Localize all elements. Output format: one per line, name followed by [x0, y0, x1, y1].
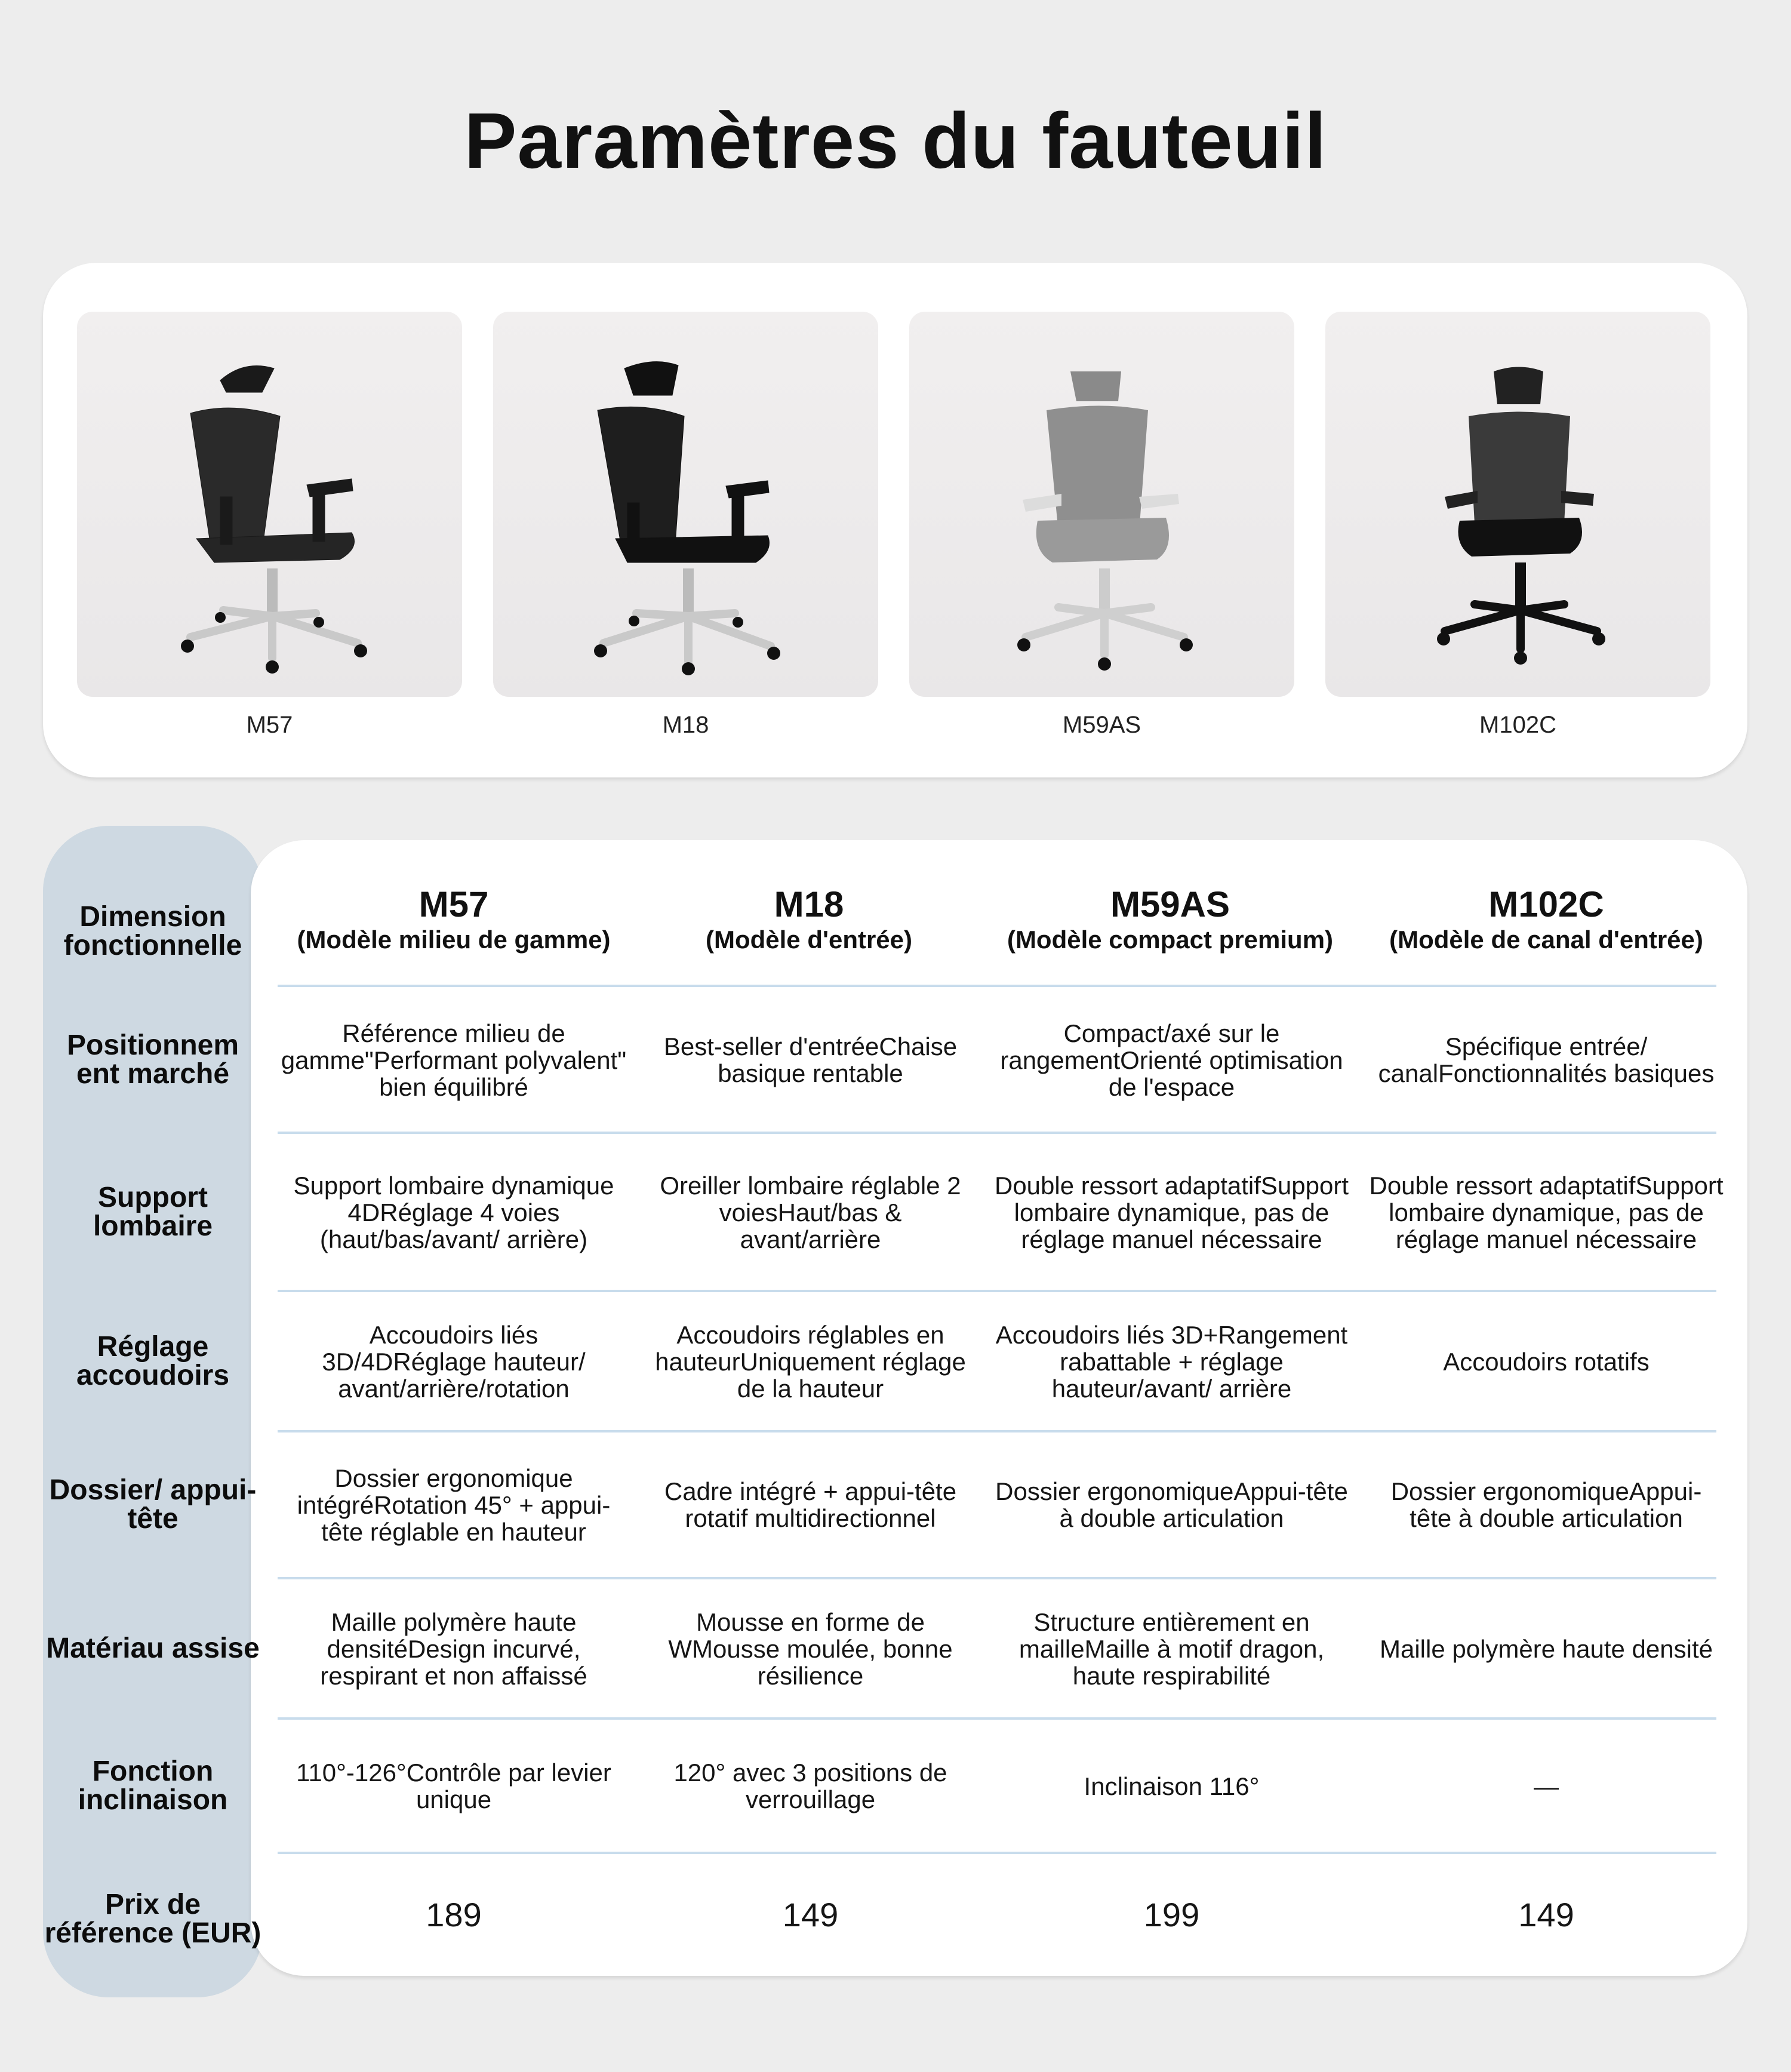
table-cell: Inclinaison 116°: [1084, 1772, 1260, 1800]
row-separator: [278, 1577, 1716, 1579]
table-cell: 120° avec 3 positions de verrouillage: [673, 1759, 947, 1813]
table-cell: Support lombaire dynamique 4DRéglage 4 voies (haut/bas/avant/ arrière): [293, 1171, 614, 1253]
table-cell: Accoudoirs liés 3D/4DRéglage hauteur/ avant/arrière/rotation: [322, 1320, 586, 1403]
product-gallery: [43, 263, 1747, 777]
column-header-m57: [278, 884, 630, 954]
row-separator: [278, 1132, 1716, 1134]
product-label: M102C: [1479, 712, 1556, 738]
price-cell: 199: [1143, 1895, 1200, 1933]
column-subtitle: (Modèle compact premium): [1007, 926, 1334, 954]
row-separator: [278, 1290, 1716, 1292]
table-cell: Double ressort adaptatifSupport lombaire dynamique, pas de réglage manuel nécessaire: [1369, 1171, 1724, 1253]
column-subtitle: (Modèle d'entrée): [705, 926, 913, 954]
row-label-lumbar: Support lombaire: [93, 1182, 213, 1242]
row-separator: [278, 1430, 1716, 1432]
table-cell: 110°-126°Contrôle par levier unique: [296, 1759, 611, 1813]
table-cell: Compact/axé sur le rangementOrienté optimisation de l'espace: [1000, 1019, 1343, 1101]
column-model: M57: [418, 884, 489, 924]
table-cell: Double ressort adaptatifSupport lombaire dynamique, pas de réglage manuel nécessaire: [994, 1171, 1349, 1253]
row-separator: [278, 1852, 1716, 1854]
row-label-positioning: Positionnem ent marché: [66, 1029, 239, 1090]
product-card-m102c[interactable]: [1325, 312, 1710, 697]
table-cell: Oreiller lombaire réglable 2 voiesHaut/bas & avant/arrière: [660, 1171, 961, 1253]
row-label-price: Prix de référence (EUR): [44, 1888, 261, 1949]
table-cell: Structure entièrement en mailleMaille à motif dragon, haute respirabilité: [1018, 1607, 1325, 1690]
table-cell: Accoudoirs réglables en hauteurUniquement réglage de la hauteur: [655, 1320, 966, 1403]
product-card-m57[interactable]: [77, 312, 462, 697]
table-cell: Best-seller d'entréeChaise basique rentable: [663, 1032, 958, 1087]
table-cell: Cadre intégré + appui-tête rotatif multidirectionnel: [664, 1477, 957, 1532]
column-model: M59AS: [1110, 884, 1230, 924]
table-cell: Dossier ergonomiqueAppui-tête à double articulation: [1390, 1477, 1702, 1532]
chair-image: [909, 312, 1294, 697]
table-cell: Maille polymère haute densité: [1380, 1634, 1713, 1663]
page-title: Paramètres du fauteuil: [464, 97, 1327, 185]
column-model: M18: [774, 884, 844, 924]
chair-image: [493, 312, 878, 697]
chair-image: [1325, 312, 1710, 697]
price-cell: 189: [426, 1895, 482, 1933]
column-subtitle: (Modèle milieu de gamme): [297, 926, 611, 954]
column-header-m102c: [1370, 884, 1722, 954]
product-label: M18: [662, 712, 709, 738]
column-subtitle: (Modèle de canal d'entrée): [1389, 926, 1703, 954]
row-separator: [278, 985, 1716, 987]
column-header-m59as: [991, 884, 1349, 954]
table-cell: Mousse en forme de WMousse moulée, bonne résilience: [668, 1607, 953, 1690]
table-cell: Spécifique entrée/ canalFonctionnalités basiques: [1378, 1032, 1715, 1087]
row-separator: [278, 1717, 1716, 1720]
table-cell: Dossier ergonomique intégréRotation 45° + appui-tête réglable en hauteur: [297, 1464, 611, 1546]
row-label-backrest: Dossier/ appui-tête: [49, 1474, 257, 1535]
chair-image: [77, 312, 462, 697]
table-cell: Accoudoirs rotatifs: [1443, 1347, 1650, 1376]
row-label-recline: Fonction inclinaison: [78, 1756, 228, 1816]
product-label: M59AS: [1062, 712, 1141, 738]
row-label-seat-material: Matériau assise: [46, 1633, 260, 1664]
table-cell: Accoudoirs liés 3D+Rangement rabattable + réglage hauteur/avant/ arrière: [995, 1320, 1348, 1403]
table-cell: —: [1534, 1772, 1559, 1800]
product-card-m59as[interactable]: [909, 312, 1294, 697]
table-cell: Référence milieu de gamme"Performant polyvalent" bien équilibré: [281, 1019, 627, 1101]
price-cell: 149: [1518, 1895, 1574, 1933]
table-cell: Maille polymère haute densitéDesign incurvé, respirant et non affaissé: [320, 1607, 587, 1690]
price-cell: 149: [782, 1895, 839, 1933]
product-card-m18[interactable]: [493, 312, 878, 697]
product-label: M57: [246, 712, 293, 738]
row-label-armrests: Réglage accoudoirs: [76, 1331, 230, 1391]
column-model: M102C: [1488, 884, 1604, 924]
row-label-header: Dimension fonctionnelle: [63, 901, 242, 961]
column-header-m18: [639, 884, 979, 954]
table-cell: Dossier ergonomiqueAppui-tête à double articulation: [995, 1477, 1348, 1532]
